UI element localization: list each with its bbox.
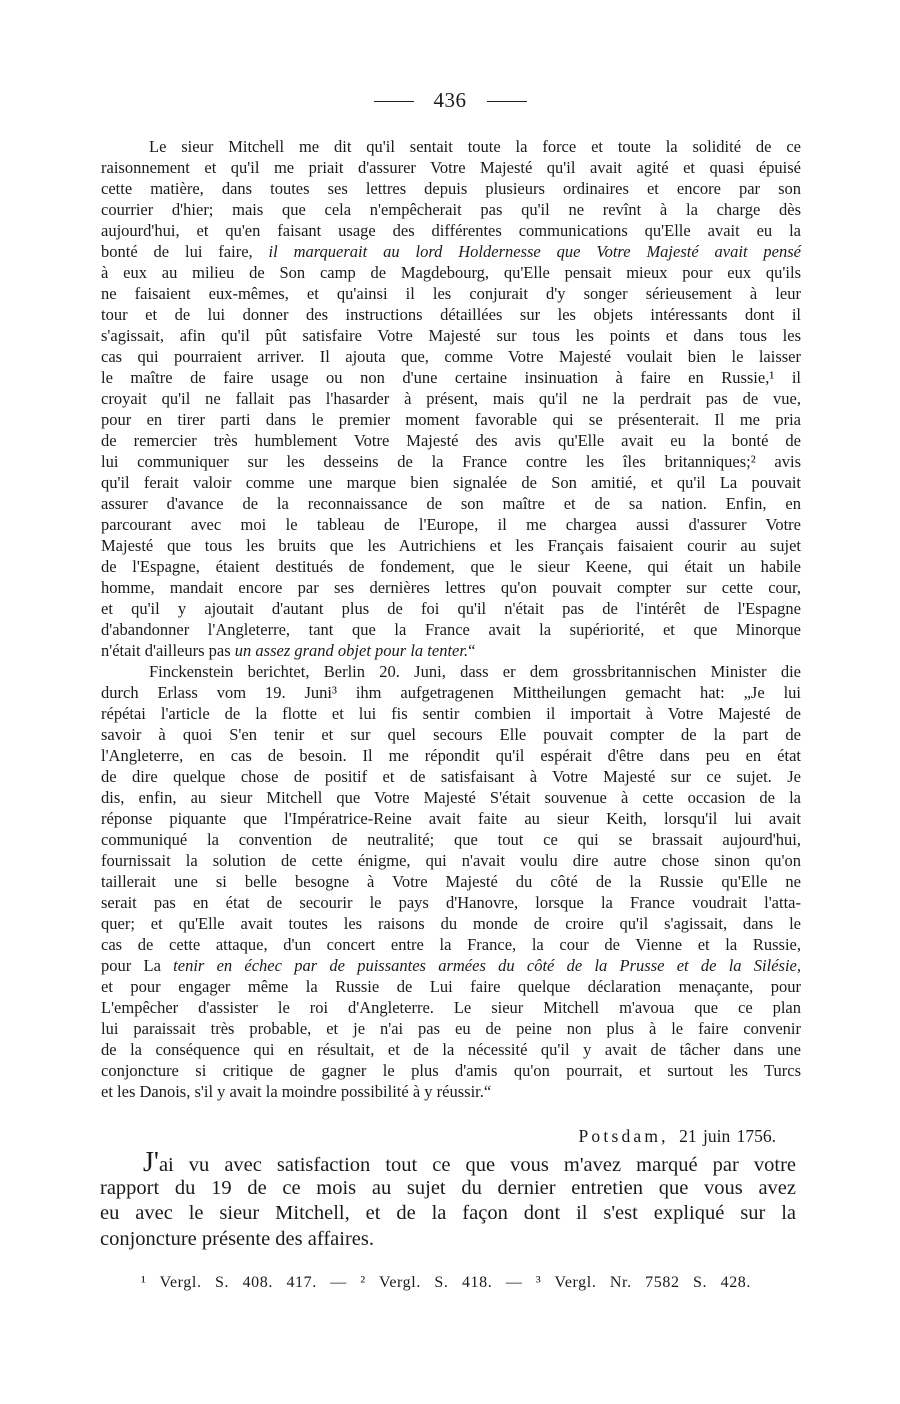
text-line: Le sieur Mitchell me dit qu'il sentait toute la force et toute la solidité de ce bbox=[149, 137, 801, 156]
text-line: s'agissait, afin qu'il pût satisfaire Votre Majesté sur tous les points et dans tous les bbox=[101, 326, 801, 345]
footnotes: ¹ Vergl. S. 408. 417. — ² Vergl. S. 418. — ³ Vergl. Nr. 7582 S. 428. bbox=[141, 1274, 751, 1291]
italic-text: un assez grand objet pour la tenter. bbox=[234, 641, 469, 660]
text-line: taillerait une si belle besogne à Votre Majesté du côté de la Russie qu'Elle ne bbox=[101, 872, 801, 891]
header-rule-right bbox=[487, 101, 527, 102]
text-line: courrier d'hier; mais que cela n'empêcherait pas qu'il ne revînt à la charge dès bbox=[101, 200, 801, 219]
text-line: homme, mandait encore par ses dernières lettres qu'on pouvait compter sur cette cour, bbox=[101, 578, 801, 597]
text-segment: “ bbox=[468, 641, 476, 660]
text-line: pour en tirer parti dans le premier moment favorable qui se présenterait. Il me pria bbox=[101, 410, 801, 429]
text-line: et pour engager même la Russie de Lui faire quelque déclaration menaçante, pour bbox=[101, 977, 801, 996]
text-line: Majesté que tous les bruits que les Autrichiens et les Français faisaient courir au sujet bbox=[101, 536, 801, 555]
text-line: raisonnement et qu'il me priait d'assurer Votre Majesté qu'il avait agité et quasi épuisé bbox=[101, 158, 801, 177]
text-line: lui communiquer sur les desseins de la France contre les îles britanniques;² avis bbox=[101, 452, 801, 471]
text-line: le maître de faire usage ou non d'une certaine insinuation à faire en Russie,¹ il bbox=[101, 368, 801, 387]
text-line: conjoncture si critique de gagner le plus d'amis qu'on pourrait, et surtout les Turcs bbox=[101, 1061, 801, 1080]
text-segment: bonté de lui faire, bbox=[101, 242, 269, 261]
text-line: croyait qu'il ne fallait pas l'hasarder à présent, mais qu'il ne la perdrait pas de vue, bbox=[101, 389, 801, 408]
page-header bbox=[0, 86, 900, 114]
text-line: lui paraissait très probable, et je n'ai pas eu de peine non plus à le faire convenir bbox=[101, 1019, 801, 1038]
paragraph-finckenstein-report bbox=[101, 661, 801, 1102]
text-line bbox=[101, 955, 801, 976]
text-line: l'Angleterre, en cas de besoin. Il me répondit qu'il espérait d'être dans peu en état bbox=[101, 746, 801, 765]
text-line: de dire quelque chose de positif et de satisfaisant à Votre Majesté sur ce sujet. Je bbox=[101, 767, 801, 786]
text-line: cas de cette attaque, d'un concert entre la France, la cour de Vienne et la Russie, bbox=[101, 935, 801, 954]
text-segment: pour La bbox=[101, 956, 174, 975]
text-line bbox=[101, 640, 801, 661]
text-line: ne faisaient eux-mêmes, et qu'ainsi il les conjurait d'y songer sérieusement à leur bbox=[101, 284, 801, 303]
body-text bbox=[101, 136, 801, 1102]
text-line: d'abandonner l'Angleterre, tant que la France avait la supériorité, et que Minorque bbox=[101, 620, 801, 639]
text-line: qu'il ferait valoir comme une marque bien signalée de Son amitié, et qu'il La pouvait bbox=[101, 473, 801, 492]
text-line: conjoncture présente des affaires. bbox=[100, 1227, 374, 1250]
text-line: tour et de lui donner des instructions détaillées sur les objets intéressants dont il bbox=[101, 305, 801, 324]
dateline-date: 21 juin 1756. bbox=[679, 1126, 776, 1146]
text-line: aujourd'hui, et qu'en faisant usage des différentes communications qu'Elle avait eu la bbox=[101, 221, 801, 240]
text-line: eu avec le sieur Mitchell, et de la façon dont il s'est expliqué sur la bbox=[100, 1202, 796, 1224]
text-line: assurer d'avance de la reconnaissance de son maître et de sa nation. Enfin, en bbox=[101, 494, 801, 513]
dateline bbox=[579, 1124, 777, 1148]
text-line: L'empêcher d'assister le roi d'Angleterre. Le sieur Mitchell m'avoua que ce plan bbox=[101, 998, 801, 1017]
text-line: cette matière, dans toutes ses lettres depuis plusieurs ordinaires et encore par son bbox=[101, 179, 801, 198]
italic-text: tenir en échec par de puissantes armées du côté de la Prusse et de la Silésie, bbox=[173, 956, 801, 975]
text-line: de l'Espagne, étaient destitués de fondement, que le sieur Keene, qui était un habile bbox=[101, 557, 801, 576]
text-line: rapport du 19 de ce mois au sujet du dernier entretien que vous avez bbox=[100, 1176, 796, 1199]
text-line: J'ai vu avec satisfaction tout ce que vous m'avez marqué par votre bbox=[143, 1147, 796, 1178]
text-line: cas qui pourraient arriver. Il ajouta que, comme Votre Majesté voulait bien le laisser bbox=[101, 347, 801, 366]
text-line: savoir à quoi S'en tenir et sur quel secours Elle pouvait compter de la part de bbox=[101, 725, 801, 744]
letter-text bbox=[100, 1147, 796, 1252]
text-line: parcourant avec moi le tableau de l'Europe, il me chargea aussi d'assurer Votre bbox=[101, 515, 801, 534]
text-line: et les Danois, s'il y avait la moindre possibilité à y réussir.“ bbox=[101, 1082, 492, 1101]
page-number: 436 bbox=[433, 87, 467, 112]
header-rule-left bbox=[374, 101, 414, 102]
text-line: répétai l'article de la flotte et lui fis sentir combien il importait à Votre Majesté de bbox=[101, 704, 801, 723]
text-line: fournissait la solution de cette énigme, qui n'avait voulu dire autre chose sinon qu'on bbox=[101, 851, 801, 870]
italic-text: il marquerait au lord Holdernesse que Votre Majesté avait pensé bbox=[268, 242, 801, 261]
text-line: réponse piquante que l'Impératrice-Reine avait faite au sieur Keith, lorsqu'il lui avait bbox=[101, 809, 801, 828]
paragraph-mitchell-report bbox=[101, 136, 801, 661]
text-line: dis, enfin, au sieur Mitchell que Votre Majesté S'était souvenue à cette occasion de la bbox=[101, 788, 801, 807]
text-line bbox=[101, 241, 801, 262]
text-line: durch Erlass vom 19. Juni³ ihm aufgetragenen Mittheilungen gemacht hat: „Je lui bbox=[101, 683, 801, 702]
text-line: serait pas en état de secourir le pays d'Hanovre, lorsque la France voudrait l'atta- bbox=[101, 893, 801, 912]
text-line: quer; et qu'Elle avait toutes les raisons du monde de croire qu'il s'agissait, dans le bbox=[101, 914, 801, 933]
dateline-place: Potsdam, bbox=[578, 1126, 669, 1146]
text-line: et qu'il y ajoutait d'autant plus de foi qu'il n'était pas de l'intérêt de l'Espagne bbox=[101, 599, 801, 618]
text-segment: n'était d'ailleurs pas bbox=[101, 641, 235, 660]
text-line: de la conséquence qui en résultait, et de la nécessité qu'il y avait de tâcher dans une bbox=[101, 1040, 801, 1059]
text-line: communiqué la convention de neutralité; que tout ce qui se brassait aujourd'hui, bbox=[101, 830, 801, 849]
text-line: Finckenstein berichtet, Berlin 20. Juni, dass er dem grossbritannischen Minister die bbox=[149, 662, 801, 681]
text-line: de remercier très humblement Votre Majesté des avis qu'Elle avait eu la bonté de bbox=[101, 431, 801, 450]
text-line: à eux au milieu de Son camp de Magdebourg, qu'Elle pensait mieux pour eux qu'ils bbox=[101, 263, 801, 282]
